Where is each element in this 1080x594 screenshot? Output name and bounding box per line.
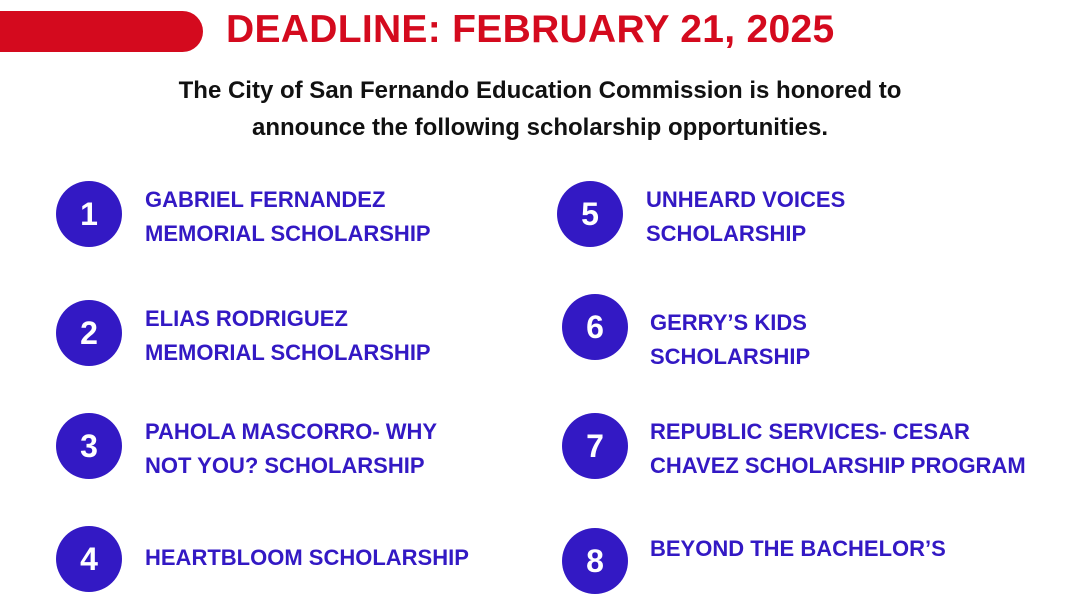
scholarship-number-badge: 6	[562, 294, 628, 360]
scholarship-title-line2: MEMORIAL SCHOLARSHIP	[145, 221, 431, 246]
scholarship-title-line1: REPUBLIC SERVICES- CESAR	[650, 419, 970, 444]
scholarship-title-line1: HEARTBLOOM SCHOLARSHIP	[145, 545, 469, 570]
deadline-heading: DEADLINE: FEBRUARY 21, 2025	[226, 8, 835, 51]
scholarship-title-line1: ELIAS RODRIGUEZ	[145, 306, 348, 331]
red-accent-bar	[0, 11, 203, 52]
scholarship-title[interactable]	[145, 302, 431, 370]
scholarship-title[interactable]	[646, 183, 845, 251]
scholarship-number-badge: 7	[562, 413, 628, 479]
scholarship-title-line2: SCHOLARSHIP	[650, 344, 811, 369]
scholarship-title-line1: GERRY’S KIDS	[650, 310, 807, 335]
intro-line-2: announce the following scholarship opportunities.	[251, 114, 828, 141]
scholarship-number-badge: 8	[562, 528, 628, 594]
scholarship-title[interactable]	[650, 532, 946, 566]
scholarship-title-line1: UNHEARD VOICES	[646, 187, 846, 212]
scholarship-title[interactable]	[145, 183, 431, 251]
scholarship-title-line1: PAHOLA MASCORRO- WHY	[145, 419, 438, 444]
scholarship-title-line1: GABRIEL FERNANDEZ	[145, 187, 386, 212]
scholarship-number-badge: 4	[56, 526, 122, 592]
intro-line-1: The City of San Fernando Education Commission is honored to	[178, 77, 902, 104]
scholarship-title-line2: NOT YOU? SCHOLARSHIP	[145, 453, 425, 478]
scholarship-number-badge: 2	[56, 300, 122, 366]
scholarship-title-line2: CHAVEZ SCHOLARSHIP PROGRAM	[650, 453, 1026, 478]
scholarship-number-badge: 3	[56, 413, 122, 479]
scholarship-title[interactable]	[650, 415, 1026, 483]
scholarship-title-line2: SCHOLARSHIP	[646, 221, 807, 246]
intro-text	[0, 72, 1080, 146]
scholarship-title-line2: MEMORIAL SCHOLARSHIP	[145, 340, 431, 365]
scholarship-title[interactable]	[145, 415, 437, 483]
scholarship-title-line1: BEYOND THE BACHELOR’S	[650, 536, 946, 561]
scholarship-title[interactable]	[650, 306, 810, 374]
scholarship-number-badge: 1	[56, 181, 122, 247]
scholarship-number-badge: 5	[557, 181, 623, 247]
